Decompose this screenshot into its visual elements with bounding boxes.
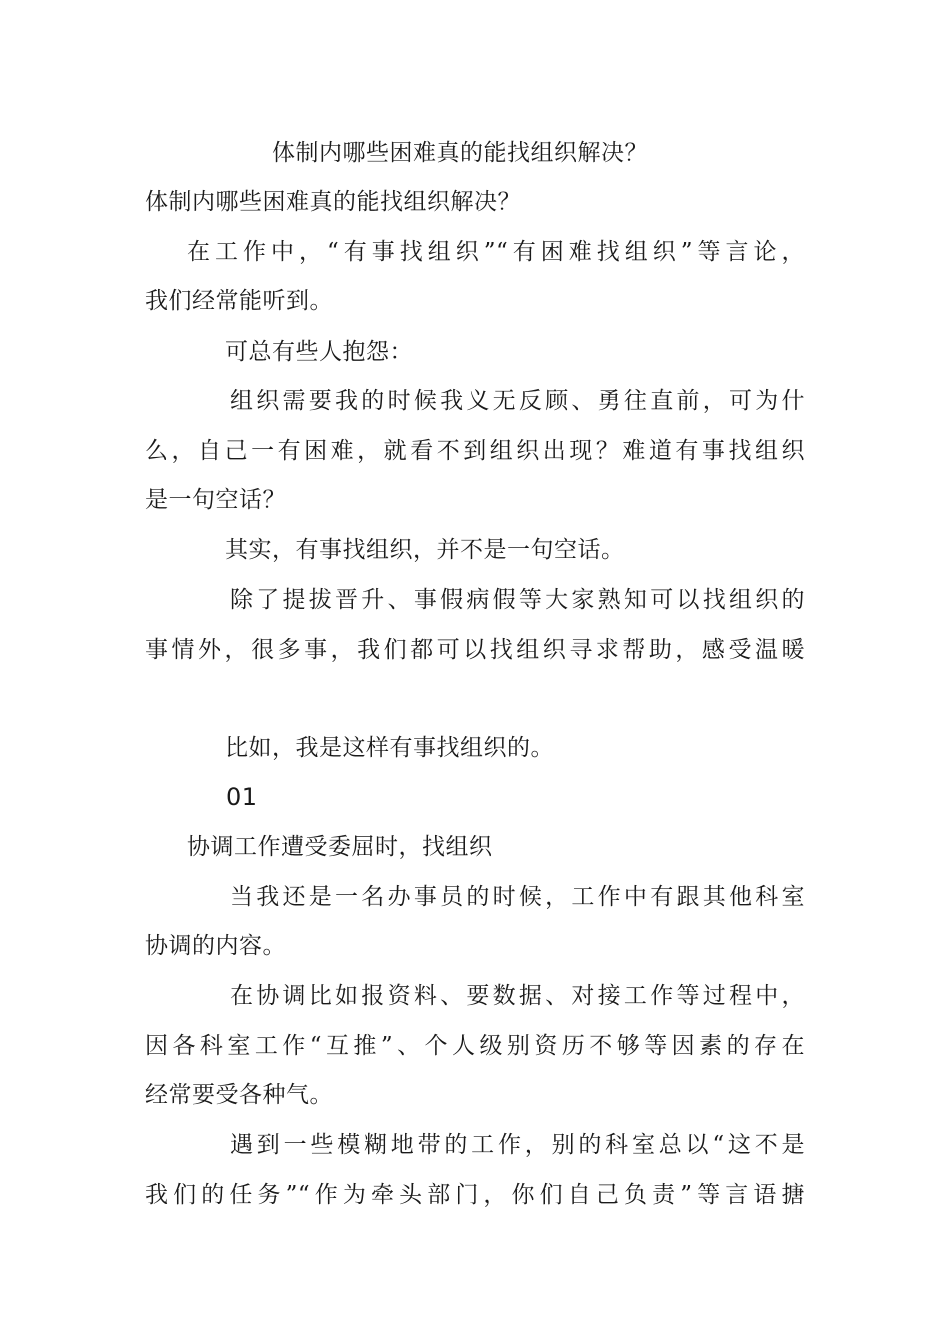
paragraph-line: 协调的内容。 — [145, 933, 286, 959]
paragraph-line: 我们的任务”“作为牵头部门，你们自己负责”等言语搪 — [145, 1182, 805, 1208]
paragraph-line: 在工作中，“有事找组织”“有困难找组织”等言论， — [187, 239, 805, 265]
paragraph-line: 组织需要我的时候我义无反顾、勇往直前，可为什 — [230, 388, 805, 414]
paragraph-line: 经常要受各种气。 — [145, 1082, 333, 1108]
paragraph-line: 因各科室工作“互推”、个人级别资历不够等因素的存在 — [145, 1033, 805, 1059]
paragraph-line: 在协调比如报资料、要数据、对接工作等过程中， — [230, 983, 805, 1009]
paragraph-line: 事情外，很多事，我们都可以找组织寻求帮助，感受温暖 — [145, 637, 805, 663]
document-title: 体制内哪些困难真的能找组织解决？ — [272, 140, 648, 166]
paragraph-line: 当我还是一名办事员的时候，工作中有跟其他科室 — [230, 884, 805, 910]
paragraph-line: 么，自己一有困难，就看不到组织出现？难道有事找组织 — [145, 438, 805, 464]
paragraph-line: 比如，我是这样有事找组织的。 — [225, 735, 554, 761]
paragraph-line: 可总有些人抱怨： — [225, 339, 413, 365]
paragraph-line: 我们经常能听到。 — [145, 288, 333, 314]
paragraph-line: 遇到一些模糊地带的工作，别的科室总以“这不是 — [230, 1132, 805, 1158]
paragraph-line: 其实，有事找组织，并不是一句空话。 — [225, 537, 625, 563]
paragraph-line: 是一句空话？ — [145, 487, 286, 513]
document-heading: 体制内哪些困难真的能找组织解决？ — [145, 189, 521, 215]
section-number: 01 — [226, 783, 258, 811]
section-heading: 协调工作遭受委屈时，找组织 — [187, 834, 493, 860]
paragraph-line: 除了提拔晋升、事假病假等大家熟知可以找组织的 — [230, 587, 805, 613]
